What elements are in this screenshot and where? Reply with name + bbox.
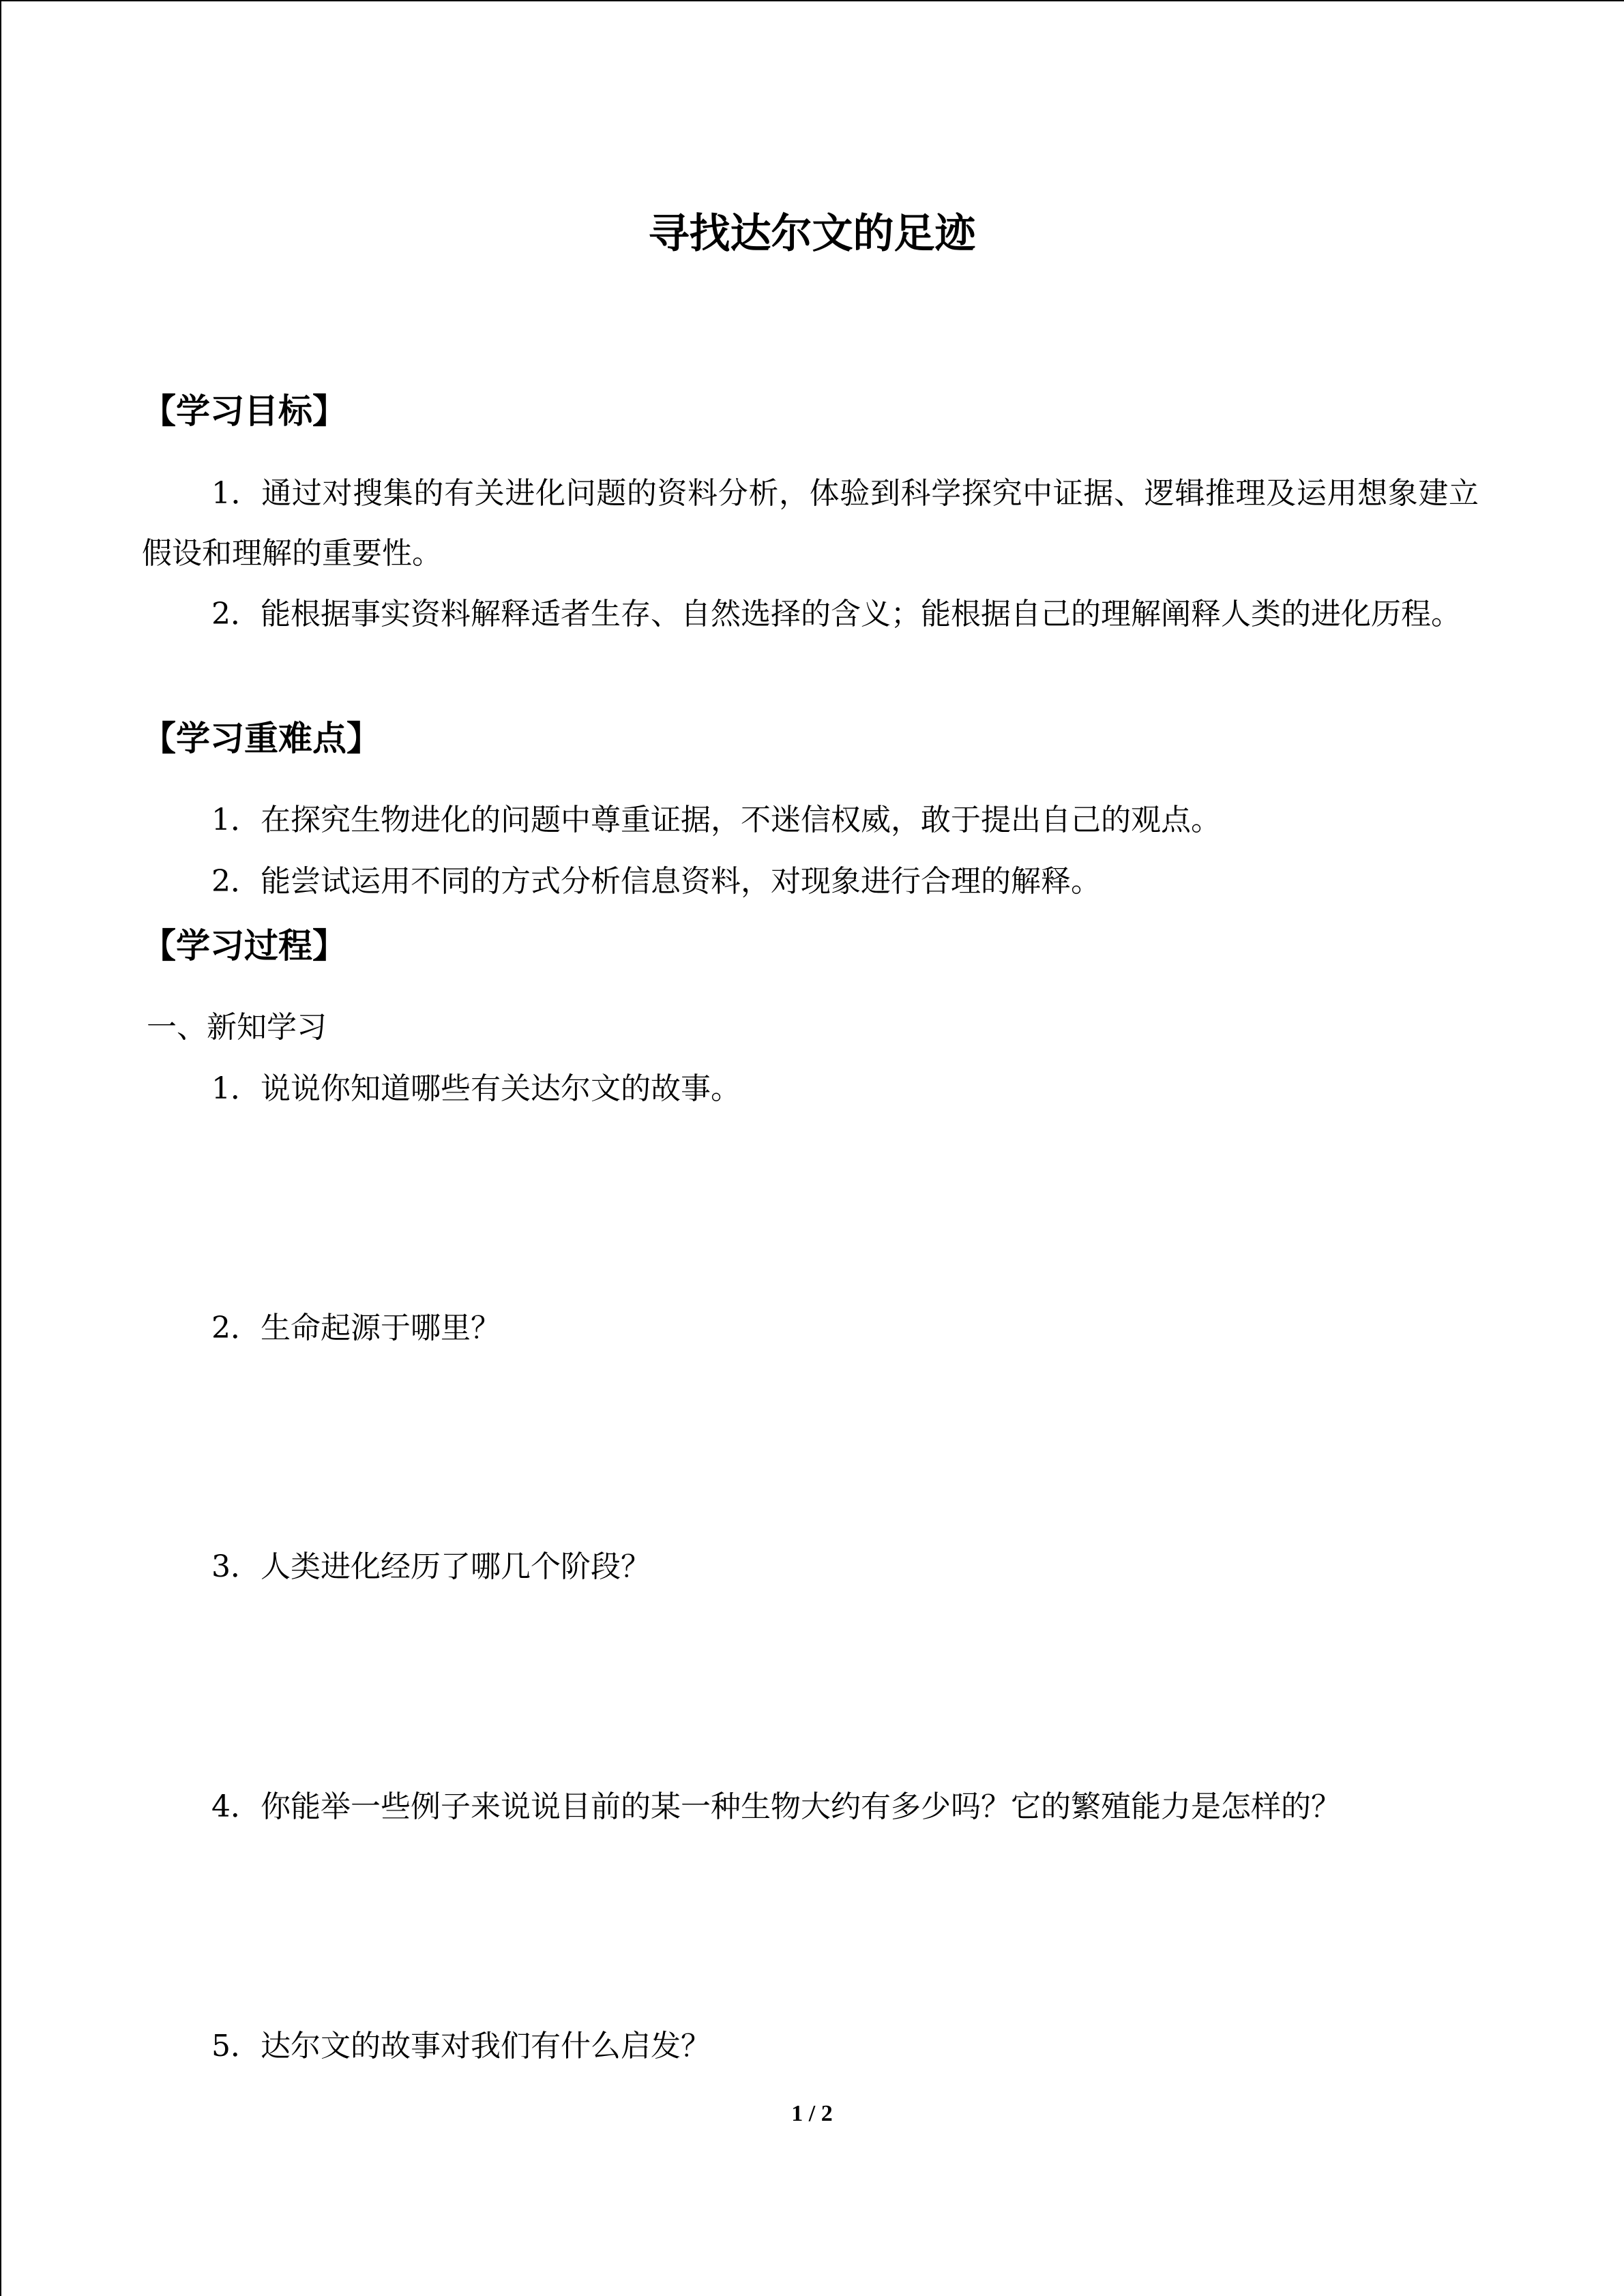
- page-number: 1 / 2: [791, 2101, 833, 2126]
- key-point-item-1: 1．在探究生物进化的问题中尊重证据，不迷信权威，敢于提出自己的观点。: [211, 803, 1221, 837]
- objective-item-2: 2．能根据事实资料解释适者生存、自然选择的含义；能根据自己的理解阐释人类的进化历程。: [211, 597, 1461, 631]
- key-point-item-2: 2．能尝试运用不同的方式分析信息资料，对现象进行合理的解释。: [211, 864, 1101, 899]
- process-subheading: 一、新知学习: [147, 1010, 327, 1045]
- question-item-4: 4．你能举一些例子来说说目前的某一种生物大约有多少吗？它的繁殖能力是怎样的？: [211, 1789, 1341, 1824]
- section-heading-process: 【学习过程】: [142, 926, 346, 966]
- question-item-5: 5．达尔文的故事对我们有什么启发？: [211, 2029, 711, 2063]
- question-item-1: 1．说说你知道哪些有关达尔文的故事。: [211, 1071, 741, 1106]
- section-heading-objectives: 【学习目标】: [142, 391, 346, 431]
- question-item-2: 2．生命起源于哪里？: [211, 1311, 501, 1345]
- section-heading-key-points: 【学习重难点】: [142, 719, 381, 758]
- objective-item-1: 1．通过对搜集的有关进化问题的资料分析，体验到科学探究中证据、逻辑推理及运用想象建立假设和理解的重要性。: [142, 476, 1479, 571]
- question-item-3: 3．人类进化经历了哪几个阶段？: [211, 1549, 651, 1584]
- document-title: 寻找达尔文的足迹: [648, 210, 976, 258]
